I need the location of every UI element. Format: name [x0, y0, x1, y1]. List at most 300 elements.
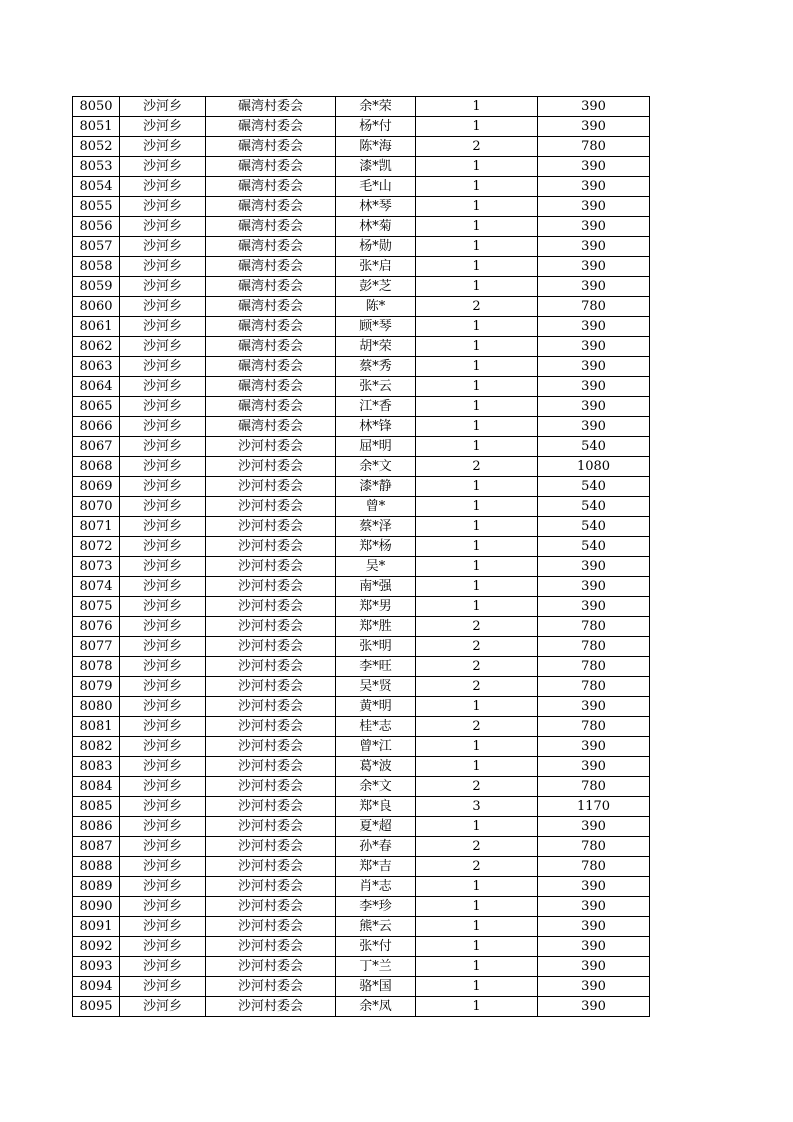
- township-cell: 沙河乡: [120, 997, 206, 1017]
- village-committee-cell: 沙河村委会: [206, 897, 336, 917]
- row-number-cell: 8053: [73, 157, 120, 177]
- amount-cell: 540: [538, 537, 650, 557]
- amount-cell: 390: [538, 237, 650, 257]
- count-cell: 1: [416, 337, 538, 357]
- row-number-cell: 8066: [73, 417, 120, 437]
- name-cell: 林*琴: [336, 197, 416, 217]
- village-committee-cell: 沙河村委会: [206, 837, 336, 857]
- township-cell: 沙河乡: [120, 297, 206, 317]
- township-cell: 沙河乡: [120, 237, 206, 257]
- table-row: [73, 837, 650, 857]
- table-row: [73, 997, 650, 1017]
- amount-cell: 390: [538, 577, 650, 597]
- village-committee-cell: 沙河村委会: [206, 497, 336, 517]
- count-cell: 1: [416, 257, 538, 277]
- township-cell: 沙河乡: [120, 717, 206, 737]
- name-cell: 张*明: [336, 637, 416, 657]
- row-number-cell: 8052: [73, 137, 120, 157]
- village-committee-cell: 碾湾村委会: [206, 157, 336, 177]
- township-cell: 沙河乡: [120, 257, 206, 277]
- village-committee-cell: 沙河村委会: [206, 737, 336, 757]
- row-number-cell: 8069: [73, 477, 120, 497]
- row-number-cell: 8056: [73, 217, 120, 237]
- amount-cell: 390: [538, 877, 650, 897]
- amount-cell: 390: [538, 377, 650, 397]
- count-cell: 1: [416, 877, 538, 897]
- table-row: [73, 717, 650, 737]
- amount-cell: 390: [538, 937, 650, 957]
- village-committee-cell: 碾湾村委会: [206, 377, 336, 397]
- village-committee-cell: 沙河村委会: [206, 557, 336, 577]
- township-cell: 沙河乡: [120, 677, 206, 697]
- township-cell: 沙河乡: [120, 617, 206, 637]
- amount-cell: 390: [538, 957, 650, 977]
- row-number-cell: 8095: [73, 997, 120, 1017]
- village-committee-cell: 碾湾村委会: [206, 397, 336, 417]
- table-row: [73, 537, 650, 557]
- table-row: [73, 757, 650, 777]
- row-number-cell: 8057: [73, 237, 120, 257]
- name-cell: 蔡*泽: [336, 517, 416, 537]
- name-cell: 丁*兰: [336, 957, 416, 977]
- table-row: [73, 117, 650, 137]
- count-cell: 1: [416, 517, 538, 537]
- table-row: [73, 957, 650, 977]
- count-cell: 1: [416, 117, 538, 137]
- table-row: [73, 157, 650, 177]
- row-number-cell: 8087: [73, 837, 120, 857]
- village-committee-cell: 沙河村委会: [206, 817, 336, 837]
- count-cell: 1: [416, 537, 538, 557]
- count-cell: 1: [416, 97, 538, 117]
- village-committee-cell: 碾湾村委会: [206, 297, 336, 317]
- village-committee-cell: 沙河村委会: [206, 777, 336, 797]
- count-cell: 1: [416, 417, 538, 437]
- table-row: [73, 177, 650, 197]
- village-committee-cell: 沙河村委会: [206, 917, 336, 937]
- name-cell: 顾*琴: [336, 317, 416, 337]
- township-cell: 沙河乡: [120, 317, 206, 337]
- row-number-cell: 8092: [73, 937, 120, 957]
- name-cell: 屈*明: [336, 437, 416, 457]
- township-cell: 沙河乡: [120, 757, 206, 777]
- township-cell: 沙河乡: [120, 777, 206, 797]
- amount-cell: 390: [538, 417, 650, 437]
- row-number-cell: 8093: [73, 957, 120, 977]
- amount-cell: 780: [538, 617, 650, 637]
- name-cell: 张*云: [336, 377, 416, 397]
- township-cell: 沙河乡: [120, 357, 206, 377]
- township-cell: 沙河乡: [120, 397, 206, 417]
- village-committee-cell: 沙河村委会: [206, 657, 336, 677]
- table-row: [73, 677, 650, 697]
- amount-cell: 390: [538, 257, 650, 277]
- row-number-cell: 8061: [73, 317, 120, 337]
- name-cell: 曾*江: [336, 737, 416, 757]
- count-cell: 1: [416, 697, 538, 717]
- count-cell: 2: [416, 857, 538, 877]
- row-number-cell: 8090: [73, 897, 120, 917]
- table-row: [73, 637, 650, 657]
- table-row: [73, 237, 650, 257]
- name-cell: 余*文: [336, 777, 416, 797]
- township-cell: 沙河乡: [120, 637, 206, 657]
- name-cell: 江*香: [336, 397, 416, 417]
- count-cell: 1: [416, 357, 538, 377]
- table-row: [73, 297, 650, 317]
- row-number-cell: 8065: [73, 397, 120, 417]
- village-committee-cell: 沙河村委会: [206, 957, 336, 977]
- township-cell: 沙河乡: [120, 457, 206, 477]
- count-cell: 1: [416, 557, 538, 577]
- name-cell: 林*菊: [336, 217, 416, 237]
- amount-cell: 390: [538, 597, 650, 617]
- row-number-cell: 8073: [73, 557, 120, 577]
- count-cell: 2: [416, 617, 538, 637]
- village-committee-cell: 碾湾村委会: [206, 357, 336, 377]
- name-cell: 郑*杨: [336, 537, 416, 557]
- name-cell: 余*凤: [336, 997, 416, 1017]
- village-committee-cell: 沙河村委会: [206, 857, 336, 877]
- count-cell: 2: [416, 657, 538, 677]
- table-row: [73, 817, 650, 837]
- name-cell: 葛*波: [336, 757, 416, 777]
- table-row: [73, 597, 650, 617]
- township-cell: 沙河乡: [120, 417, 206, 437]
- count-cell: 1: [416, 397, 538, 417]
- count-cell: 2: [416, 137, 538, 157]
- township-cell: 沙河乡: [120, 277, 206, 297]
- amount-cell: 390: [538, 897, 650, 917]
- amount-cell: 780: [538, 717, 650, 737]
- amount-cell: 540: [538, 517, 650, 537]
- township-cell: 沙河乡: [120, 537, 206, 557]
- table-row: [73, 457, 650, 477]
- table-row: [73, 377, 650, 397]
- row-number-cell: 8081: [73, 717, 120, 737]
- township-cell: 沙河乡: [120, 177, 206, 197]
- name-cell: 杨*付: [336, 117, 416, 137]
- count-cell: 1: [416, 477, 538, 497]
- township-cell: 沙河乡: [120, 797, 206, 817]
- count-cell: 2: [416, 457, 538, 477]
- name-cell: 黄*明: [336, 697, 416, 717]
- table-row: [73, 877, 650, 897]
- count-cell: 1: [416, 817, 538, 837]
- township-cell: 沙河乡: [120, 117, 206, 137]
- row-number-cell: 8079: [73, 677, 120, 697]
- amount-cell: 1170: [538, 797, 650, 817]
- table-body: [73, 97, 650, 1017]
- township-cell: 沙河乡: [120, 857, 206, 877]
- village-committee-cell: 沙河村委会: [206, 457, 336, 477]
- count-cell: 1: [416, 757, 538, 777]
- amount-cell: 780: [538, 637, 650, 657]
- village-committee-cell: 沙河村委会: [206, 677, 336, 697]
- amount-cell: 390: [538, 917, 650, 937]
- township-cell: 沙河乡: [120, 597, 206, 617]
- row-number-cell: 8054: [73, 177, 120, 197]
- count-cell: 1: [416, 977, 538, 997]
- count-cell: 1: [416, 317, 538, 337]
- amount-cell: 390: [538, 217, 650, 237]
- table-row: [73, 497, 650, 517]
- table-row: [73, 937, 650, 957]
- township-cell: 沙河乡: [120, 217, 206, 237]
- count-cell: 2: [416, 717, 538, 737]
- row-number-cell: 8083: [73, 757, 120, 777]
- count-cell: 1: [416, 177, 538, 197]
- name-cell: 曾*: [336, 497, 416, 517]
- village-committee-cell: 沙河村委会: [206, 977, 336, 997]
- row-number-cell: 8059: [73, 277, 120, 297]
- village-committee-cell: 沙河村委会: [206, 437, 336, 457]
- row-number-cell: 8089: [73, 877, 120, 897]
- table-row: [73, 797, 650, 817]
- township-cell: 沙河乡: [120, 197, 206, 217]
- table-row: [73, 417, 650, 437]
- village-committee-cell: 碾湾村委会: [206, 217, 336, 237]
- amount-cell: 390: [538, 337, 650, 357]
- village-committee-cell: 沙河村委会: [206, 577, 336, 597]
- amount-cell: 390: [538, 117, 650, 137]
- name-cell: 漆*静: [336, 477, 416, 497]
- count-cell: 1: [416, 957, 538, 977]
- amount-cell: 780: [538, 677, 650, 697]
- name-cell: 郑*胜: [336, 617, 416, 637]
- row-number-cell: 8086: [73, 817, 120, 837]
- village-committee-cell: 沙河村委会: [206, 517, 336, 537]
- amount-cell: 390: [538, 197, 650, 217]
- township-cell: 沙河乡: [120, 97, 206, 117]
- name-cell: 李*旺: [336, 657, 416, 677]
- name-cell: 南*强: [336, 577, 416, 597]
- amount-cell: 390: [538, 157, 650, 177]
- count-cell: 1: [416, 597, 538, 617]
- village-committee-cell: 沙河村委会: [206, 617, 336, 637]
- row-number-cell: 8072: [73, 537, 120, 557]
- name-cell: 杨*勋: [336, 237, 416, 257]
- row-number-cell: 8084: [73, 777, 120, 797]
- row-number-cell: 8055: [73, 197, 120, 217]
- amount-cell: 780: [538, 297, 650, 317]
- township-cell: 沙河乡: [120, 497, 206, 517]
- row-number-cell: 8078: [73, 657, 120, 677]
- count-cell: 1: [416, 577, 538, 597]
- village-committee-cell: 碾湾村委会: [206, 337, 336, 357]
- township-cell: 沙河乡: [120, 817, 206, 837]
- table-row: [73, 397, 650, 417]
- name-cell: 李*珍: [336, 897, 416, 917]
- township-cell: 沙河乡: [120, 877, 206, 897]
- amount-cell: 780: [538, 137, 650, 157]
- count-cell: 2: [416, 677, 538, 697]
- name-cell: 余*荣: [336, 97, 416, 117]
- amount-cell: 780: [538, 657, 650, 677]
- name-cell: 余*文: [336, 457, 416, 477]
- name-cell: 熊*云: [336, 917, 416, 937]
- name-cell: 肖*志: [336, 877, 416, 897]
- village-committee-cell: 碾湾村委会: [206, 197, 336, 217]
- village-committee-cell: 沙河村委会: [206, 597, 336, 617]
- village-committee-cell: 沙河村委会: [206, 637, 336, 657]
- village-committee-cell: 沙河村委会: [206, 697, 336, 717]
- name-cell: 桂*志: [336, 717, 416, 737]
- amount-cell: 390: [538, 357, 650, 377]
- village-committee-cell: 沙河村委会: [206, 797, 336, 817]
- name-cell: 林*锋: [336, 417, 416, 437]
- count-cell: 1: [416, 897, 538, 917]
- name-cell: 郑*男: [336, 597, 416, 617]
- amount-cell: 390: [538, 177, 650, 197]
- table-row: [73, 697, 650, 717]
- village-committee-cell: 碾湾村委会: [206, 137, 336, 157]
- village-committee-cell: 碾湾村委会: [206, 177, 336, 197]
- row-number-cell: 8075: [73, 597, 120, 617]
- count-cell: 1: [416, 937, 538, 957]
- count-cell: 1: [416, 237, 538, 257]
- village-committee-cell: 沙河村委会: [206, 537, 336, 557]
- count-cell: 2: [416, 637, 538, 657]
- township-cell: 沙河乡: [120, 577, 206, 597]
- village-committee-cell: 碾湾村委会: [206, 237, 336, 257]
- table-row: [73, 617, 650, 637]
- table-row: [73, 217, 650, 237]
- name-cell: 陈*: [336, 297, 416, 317]
- name-cell: 漆*凯: [336, 157, 416, 177]
- township-cell: 沙河乡: [120, 557, 206, 577]
- row-number-cell: 8062: [73, 337, 120, 357]
- count-cell: 1: [416, 737, 538, 757]
- table-row: [73, 977, 650, 997]
- amount-cell: 1080: [538, 457, 650, 477]
- table-row: [73, 777, 650, 797]
- table-row: [73, 357, 650, 377]
- amount-cell: 390: [538, 397, 650, 417]
- name-cell: 张*付: [336, 937, 416, 957]
- row-number-cell: 8060: [73, 297, 120, 317]
- count-cell: 2: [416, 297, 538, 317]
- row-number-cell: 8074: [73, 577, 120, 597]
- village-committee-cell: 碾湾村委会: [206, 317, 336, 337]
- amount-cell: 390: [538, 737, 650, 757]
- name-cell: 吴*: [336, 557, 416, 577]
- table-row: [73, 917, 650, 937]
- table-row: [73, 257, 650, 277]
- amount-cell: 540: [538, 437, 650, 457]
- row-number-cell: 8070: [73, 497, 120, 517]
- row-number-cell: 8077: [73, 637, 120, 657]
- township-cell: 沙河乡: [120, 157, 206, 177]
- table-row: [73, 897, 650, 917]
- amount-cell: 390: [538, 977, 650, 997]
- village-committee-cell: 沙河村委会: [206, 877, 336, 897]
- table-row: [73, 477, 650, 497]
- table-row: [73, 657, 650, 677]
- table-row: [73, 277, 650, 297]
- table-row: [73, 857, 650, 877]
- count-cell: 1: [416, 157, 538, 177]
- table-row: [73, 137, 650, 157]
- count-cell: 1: [416, 197, 538, 217]
- name-cell: 孙*春: [336, 837, 416, 857]
- row-number-cell: 8094: [73, 977, 120, 997]
- row-number-cell: 8050: [73, 97, 120, 117]
- name-cell: 吴*贤: [336, 677, 416, 697]
- township-cell: 沙河乡: [120, 477, 206, 497]
- count-cell: 2: [416, 837, 538, 857]
- count-cell: 1: [416, 217, 538, 237]
- count-cell: 2: [416, 777, 538, 797]
- table-row: [73, 557, 650, 577]
- count-cell: 3: [416, 797, 538, 817]
- table-row: [73, 337, 650, 357]
- township-cell: 沙河乡: [120, 897, 206, 917]
- row-number-cell: 8063: [73, 357, 120, 377]
- township-cell: 沙河乡: [120, 957, 206, 977]
- row-number-cell: 8085: [73, 797, 120, 817]
- count-cell: 1: [416, 497, 538, 517]
- table-row: [73, 97, 650, 117]
- name-cell: 骆*国: [336, 977, 416, 997]
- amount-cell: 390: [538, 557, 650, 577]
- amount-cell: 540: [538, 477, 650, 497]
- row-number-cell: 8067: [73, 437, 120, 457]
- village-committee-cell: 沙河村委会: [206, 937, 336, 957]
- village-committee-cell: 碾湾村委会: [206, 117, 336, 137]
- amount-cell: 390: [538, 97, 650, 117]
- row-number-cell: 8080: [73, 697, 120, 717]
- township-cell: 沙河乡: [120, 137, 206, 157]
- row-number-cell: 8088: [73, 857, 120, 877]
- amount-cell: 390: [538, 277, 650, 297]
- count-cell: 1: [416, 437, 538, 457]
- amount-cell: 780: [538, 837, 650, 857]
- township-cell: 沙河乡: [120, 437, 206, 457]
- count-cell: 1: [416, 277, 538, 297]
- township-cell: 沙河乡: [120, 697, 206, 717]
- amount-cell: 780: [538, 777, 650, 797]
- name-cell: 郑*吉: [336, 857, 416, 877]
- amount-cell: 780: [538, 857, 650, 877]
- village-committee-cell: 碾湾村委会: [206, 277, 336, 297]
- row-number-cell: 8082: [73, 737, 120, 757]
- amount-cell: 390: [538, 757, 650, 777]
- table-row: [73, 517, 650, 537]
- name-cell: 夏*超: [336, 817, 416, 837]
- row-number-cell: 8076: [73, 617, 120, 637]
- data-table: [72, 96, 650, 1017]
- township-cell: 沙河乡: [120, 937, 206, 957]
- township-cell: 沙河乡: [120, 977, 206, 997]
- count-cell: 1: [416, 997, 538, 1017]
- count-cell: 1: [416, 917, 538, 937]
- amount-cell: 390: [538, 997, 650, 1017]
- table-row: [73, 317, 650, 337]
- table-row: [73, 577, 650, 597]
- village-committee-cell: 碾湾村委会: [206, 417, 336, 437]
- row-number-cell: 8064: [73, 377, 120, 397]
- row-number-cell: 8071: [73, 517, 120, 537]
- amount-cell: 540: [538, 497, 650, 517]
- name-cell: 蔡*秀: [336, 357, 416, 377]
- name-cell: 陈*海: [336, 137, 416, 157]
- village-committee-cell: 沙河村委会: [206, 717, 336, 737]
- row-number-cell: 8091: [73, 917, 120, 937]
- name-cell: 张*启: [336, 257, 416, 277]
- township-cell: 沙河乡: [120, 737, 206, 757]
- village-committee-cell: 碾湾村委会: [206, 97, 336, 117]
